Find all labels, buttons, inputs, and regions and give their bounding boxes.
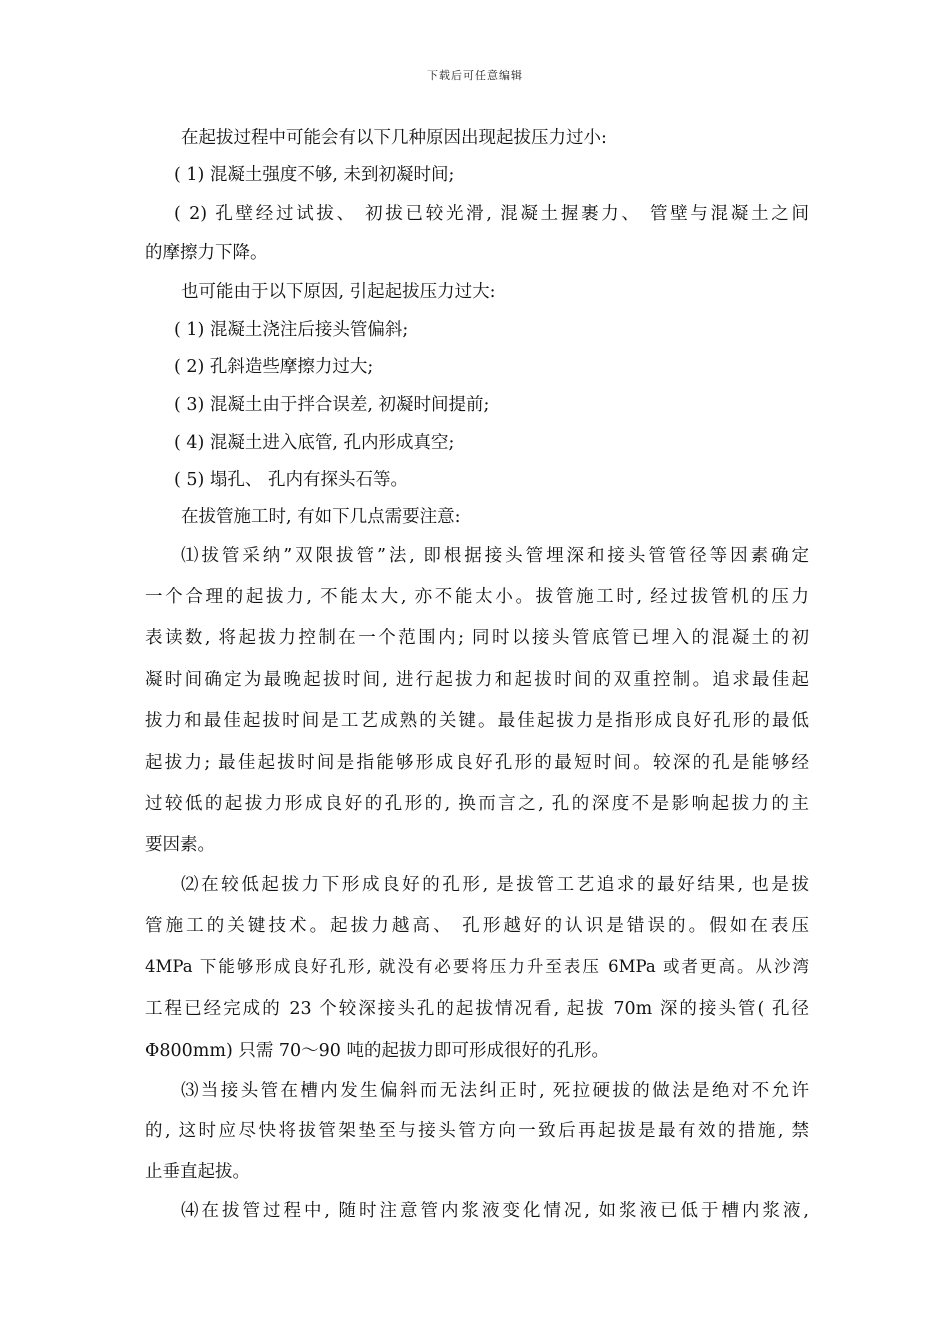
paragraph-line: 也可能由于以下原因, 引起起拔压力过大: [181,282,496,302]
list-item: ( 5) 塌孔、 孔内有探头石等。 [174,470,408,490]
paragraph-line: ⑷在拔管过程中, 随时注意管内浆液变化情况, 如浆液已低于槽内浆液, [181,1201,809,1221]
paragraph-line: ⑵在较低起拔力下形成良好的孔形, 是拔管工艺追求的最好结果, 也是拔 [181,875,809,895]
paragraph-line: 凝时间确定为最晚起拔时间, 进行起拔力和起拔时间的双重控制。追求最佳起 [145,670,809,690]
paragraph-line: Φ800mm) 只需 70～90 吨的起拔力即可形成很好的孔形。 [145,1041,609,1061]
paragraph-line: 要因素。 [145,835,215,855]
paragraph-line: 起拔力; 最佳起拔时间是指能够形成良好孔形的最短时间。较深的孔是能够经 [145,753,809,773]
list-item: ( 1) 混凝土强度不够, 未到初凝时间; [174,165,455,185]
paragraph-line: 的摩擦力下降。 [145,243,268,263]
paragraph-line: 在拔管施工时, 有如下几点需要注意: [181,507,461,527]
paragraph-line: 工程已经完成的 23 个较深接头孔的起拔情况看, 起拔 70m 深的接头管( 孔径 [145,999,809,1019]
paragraph-line: 止垂直起拔。 [145,1162,250,1182]
list-item: ( 2) 孔斜造些摩擦力过大; [174,357,374,377]
paragraph-line: 拔力和最佳起拔时间是工艺成熟的关键。最佳起拔力是指形成良好孔形的最低 [145,711,809,731]
list-item: ( 3) 混凝土由于拌合误差, 初凝时间提前; [174,395,490,415]
paragraph-line: 管施工的关键技术。起拔力越高、 孔形越好的认识是错误的。假如在表压 [145,916,809,936]
paragraph-line: 过较低的起拔力形成良好的孔形的, 换而言之, 孔的深度不是影响起拔力的主 [145,794,809,814]
paragraph-line: 4MPa 下能够形成良好孔形, 就没有必要将压力升至表压 6MPa 或者更高。从沙湾 [145,957,809,976]
paragraph-line: 在起拔过程中可能会有以下几种原因出现起拔压力过小: [181,128,607,148]
list-item: ( 1) 混凝土浇注后接头管偏斜; [174,320,409,340]
page-header: 下载后可任意编辑 [427,69,523,82]
paragraph-line: ⑴拔管采纳”双限拔管”法, 即根据接头管埋深和接头管管径等因素确定 [181,546,809,566]
paragraph-line: 表读数, 将起拔力控制在一个范围内; 同时以接头管底管已埋入的混凝土的初 [145,628,809,648]
paragraph-line: 的, 这时应尽快将拔管架垫至与接头管方向一致后再起拔是最有效的措施, 禁 [145,1121,809,1141]
list-item: ( 2) 孔壁经过试拔、 初拔已较光滑, 混凝土握裹力、 管壁与混凝土之间 [174,204,809,224]
paragraph-line: ⑶当接头管在槽内发生偏斜而无法纠正时, 死拉硬拔的做法是绝对不允许 [181,1081,809,1101]
paragraph-line: 一个合理的起拔力, 不能太大, 亦不能太小。拔管施工时, 经过拔管机的压力 [145,587,809,607]
list-item: ( 4) 混凝土进入底管, 孔内形成真空; [174,433,455,453]
